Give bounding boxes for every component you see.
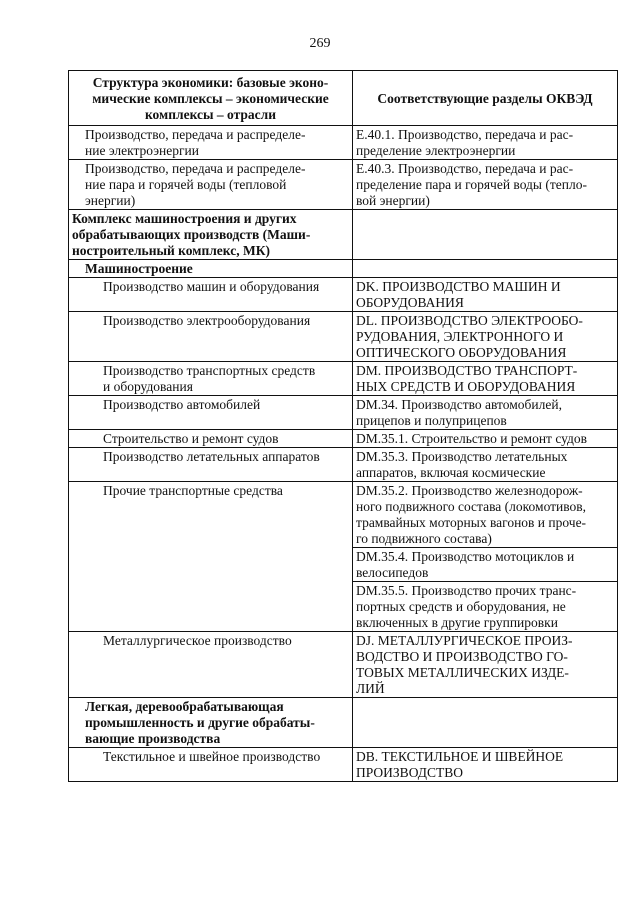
industry-cell: Машиностроение <box>69 260 353 278</box>
okved-cell: DM.35.5. Производство прочих транс- портных средств и оборудования, не включенных в другие группировки <box>353 582 618 632</box>
table-row <box>69 430 618 448</box>
okved-cell-empty <box>353 210 618 260</box>
sector-cell: Производство, передача и распределе- ние пара и горячей воды (тепловой энергии) <box>69 160 353 210</box>
table-row <box>69 698 618 748</box>
header-economy-structure: Структура экономики: базовые эконо- мические комплексы – экономические комплексы – отрасли <box>69 71 353 126</box>
okved-cell: DK. ПРОИЗВОДСТВО МАШИН И ОБОРУДОВАНИЯ <box>353 278 618 312</box>
okved-cell-empty <box>353 260 618 278</box>
okved-cell: DJ. МЕТАЛЛУРГИЧЕСКОЕ ПРОИЗ- ВОДСТВО И ПРОИЗВОДСТВО ГО- ТОВЫХ МЕТАЛЛИЧЕСКИХ ИЗДЕ- ЛИЙ <box>353 632 618 698</box>
okved-correspondence-table <box>68 70 618 782</box>
table-row <box>69 278 618 312</box>
table-row <box>69 482 618 548</box>
header-okved-sections: Соответствующие разделы ОКВЭД <box>353 71 618 126</box>
okved-cell: DL. ПРОИЗВОДСТВО ЭЛЕКТРООБО- РУДОВАНИЯ, ЭЛЕКТРОННОГО И ОПТИЧЕСКОГО ОБОРУДОВАНИЯ <box>353 312 618 362</box>
table-row <box>69 362 618 396</box>
okved-cell: DM. ПРОИЗВОДСТВО ТРАНСПОРТ- НЫХ СРЕДСТВ И ОБОРУДОВАНИЯ <box>353 362 618 396</box>
table-row <box>69 448 618 482</box>
table-row <box>69 260 618 278</box>
sector-cell: Производство транспортных средств и оборудования <box>69 362 353 396</box>
sector-cell: Производство, передача и распределе- ние электроэнергии <box>69 126 353 160</box>
okved-cell: DM.35.1. Строительство и ремонт судов <box>353 430 618 448</box>
sector-cell: Производство машин и оборудования <box>69 278 353 312</box>
okved-cell-empty <box>353 698 618 748</box>
table-row <box>69 126 618 160</box>
sector-cell: Строительство и ремонт судов <box>69 430 353 448</box>
page-number: 269 <box>309 36 331 51</box>
sector-cell: Производство электрооборудования <box>69 312 353 362</box>
okved-cell: DM.35.3. Производство летательных аппаратов, включая космические <box>353 448 618 482</box>
okved-cell: DM.35.4. Производство мотоциклов и велосипедов <box>353 548 618 582</box>
industry-cell: Легкая, деревообрабатывающая промышленность и другие обрабаты- вающие производства <box>69 698 353 748</box>
sector-cell: Производство автомобилей <box>69 396 353 430</box>
okved-cell: DM.34. Производство автомобилей, прицепов и полуприцепов <box>353 396 618 430</box>
table-row <box>69 160 618 210</box>
table-row <box>69 396 618 430</box>
complex-cell: Комплекс машиностроения и других обрабатывающих производств (Маши- ностроительный комплекс, МК) <box>69 210 353 260</box>
table-row <box>69 210 618 260</box>
sector-cell: Текстильное и швейное производство <box>69 748 353 782</box>
okved-cell: DM.35.2. Производство железнодорож- ного подвижного состава (локомотивов, трамвайных моторных вагонов и проче- го подвижного состава) <box>353 482 618 548</box>
table-header-row <box>69 71 618 126</box>
table-row <box>69 632 618 698</box>
okved-cell: E.40.3. Производство, передача и рас- пределение пара и горячей воды (тепло- вой энергии) <box>353 160 618 210</box>
sector-cell: Металлургическое производство <box>69 632 353 698</box>
sector-cell: Производство летательных аппаратов <box>69 448 353 482</box>
table-row <box>69 748 618 782</box>
okved-cell: E.40.1. Производство, передача и рас- пределение электроэнергии <box>353 126 618 160</box>
okved-cell: DB. ТЕКСТИЛЬНОЕ И ШВЕЙНОЕ ПРОИЗВОДСТВО <box>353 748 618 782</box>
table-row <box>69 312 618 362</box>
sector-cell: Прочие транспортные средства <box>69 482 353 632</box>
